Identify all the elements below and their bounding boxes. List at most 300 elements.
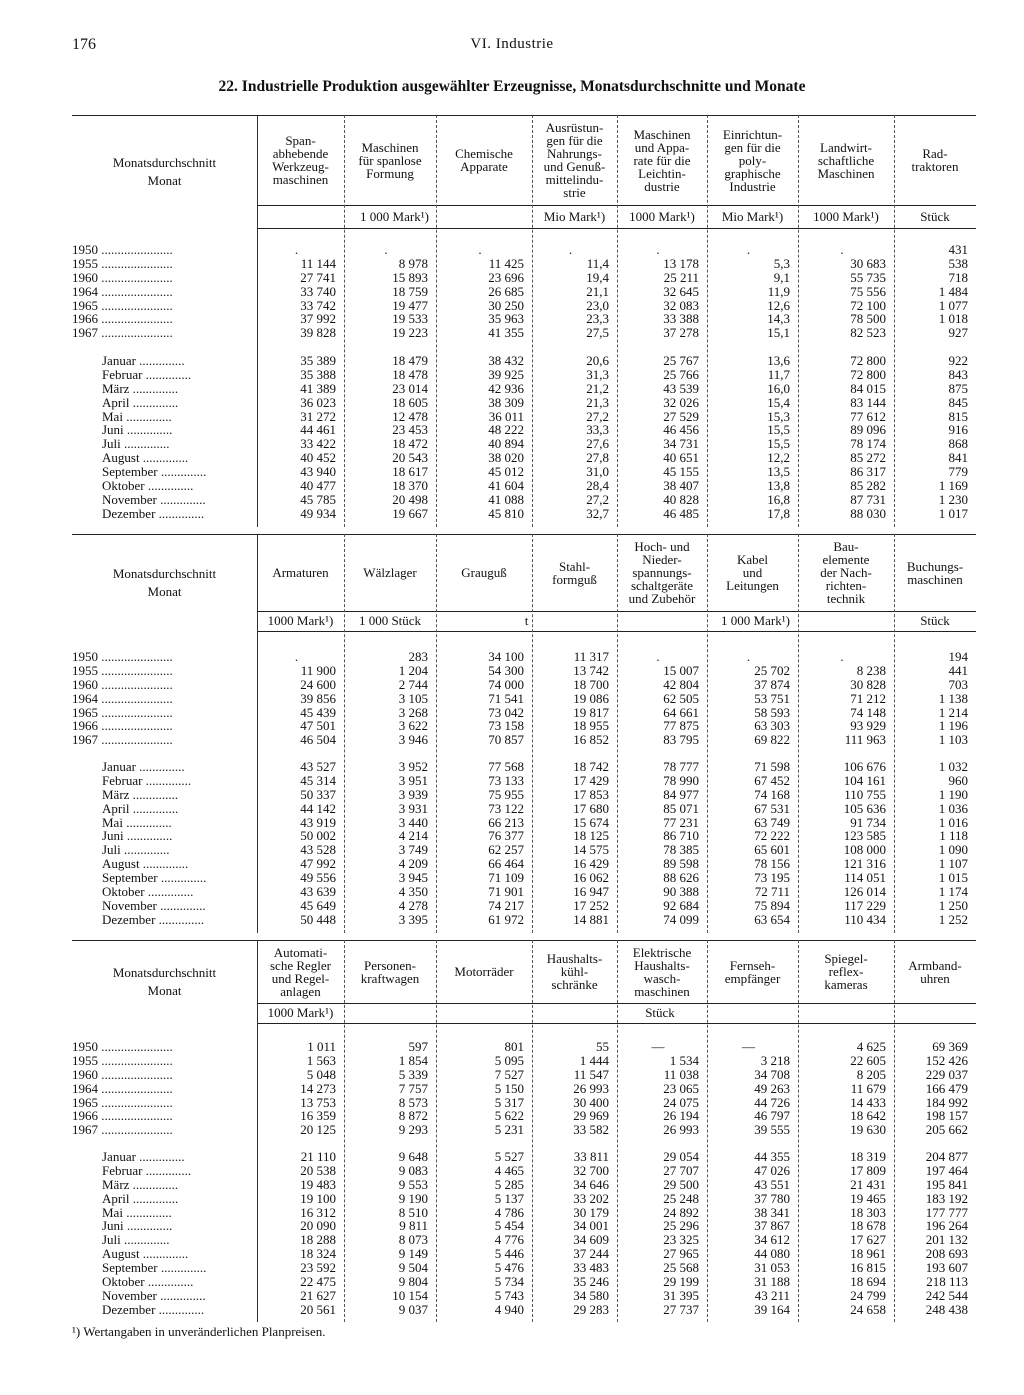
year-label: 1967 ...................... xyxy=(72,326,173,341)
table-cell: 63 303 xyxy=(754,718,790,734)
table-cell: 19 533 xyxy=(392,311,428,327)
table-cell: 42 936 xyxy=(488,380,524,396)
table-cell: 43 539 xyxy=(663,380,699,396)
table-cell: 22 475 xyxy=(300,1274,336,1290)
year-label: 1966 ...................... xyxy=(72,1109,173,1124)
table-cell: 18 617 xyxy=(392,464,428,480)
table-cell: 7 527 xyxy=(494,1066,524,1082)
column-header xyxy=(532,117,617,203)
table-cell: 4 465 xyxy=(494,1162,524,1178)
table-cell: 1 138 xyxy=(938,690,968,706)
table-cell: 5 231 xyxy=(494,1122,524,1138)
table-cell: 44 461 xyxy=(300,422,336,438)
column-header xyxy=(257,536,344,609)
table-cell: 73 133 xyxy=(488,772,524,788)
table-cell: 3 622 xyxy=(398,718,428,734)
month-label: Juni .............. xyxy=(102,829,173,844)
table-cell: 14,3 xyxy=(767,311,790,327)
month-label: September .............. xyxy=(102,1261,207,1276)
column-header-line: richten- xyxy=(825,578,867,593)
value-column xyxy=(617,650,699,747)
month-label: Mai .............. xyxy=(102,1205,172,1220)
column-header-line: gen für die xyxy=(724,139,781,155)
table-cell: 23 453 xyxy=(392,422,428,438)
table-cell: 21 110 xyxy=(300,1149,336,1164)
value-column xyxy=(894,354,968,521)
table-cell: 86 710 xyxy=(663,828,699,844)
month-label: Januar .............. xyxy=(102,354,185,368)
table-cell: 242 544 xyxy=(925,1287,968,1303)
table-cell: 34 609 xyxy=(573,1232,609,1248)
table-cell: 1 190 xyxy=(938,786,968,802)
table-cell: 15,5 xyxy=(767,422,790,438)
table-cell: 15 893 xyxy=(392,269,428,285)
value-column xyxy=(344,1150,428,1317)
table-cell: 8 510 xyxy=(398,1204,428,1220)
table-cell: 38 407 xyxy=(663,478,699,494)
table-cell: 5 734 xyxy=(494,1274,524,1290)
table-cell: 37 780 xyxy=(754,1190,790,1206)
table-cell: 28,4 xyxy=(586,478,609,494)
row-header-line: Monatsdurchschnitt xyxy=(112,565,217,581)
column-header-line: Kabel xyxy=(736,552,769,567)
page-number: 176 xyxy=(72,36,96,53)
table-cell: 77 612 xyxy=(850,408,886,424)
year-label: 1966 ...................... xyxy=(72,312,173,327)
table-cell: 114 051 xyxy=(844,870,886,886)
table-cell: . xyxy=(840,649,844,664)
value-column xyxy=(436,760,524,927)
table-cell: 73 122 xyxy=(488,800,524,816)
column-header-line: Hoch- und xyxy=(634,539,690,554)
table-cell: 801 xyxy=(504,1039,524,1054)
table-cell: 29 199 xyxy=(663,1274,699,1290)
table-cell: 11,4 xyxy=(586,255,609,271)
table-cell: 67 452 xyxy=(754,772,790,788)
table-cell: 106 676 xyxy=(843,759,886,774)
year-label: 1960 ...................... xyxy=(72,677,173,692)
month-label: Dezember .............. xyxy=(102,1302,205,1317)
column-header xyxy=(707,536,798,609)
table-cell: 85 272 xyxy=(850,450,886,466)
column-header-line: Werkzeug- xyxy=(272,159,329,174)
table-cell: 5 285 xyxy=(494,1176,524,1192)
table-cell: 31 188 xyxy=(754,1274,790,1290)
table-cell: 31 272 xyxy=(300,408,336,424)
table-cell: 26 194 xyxy=(663,1108,699,1124)
table-cell: 26 993 xyxy=(663,1122,699,1138)
table-cell: 29 054 xyxy=(663,1149,699,1164)
column-header-line: elemente xyxy=(822,552,870,567)
table-cell: 33 422 xyxy=(300,436,336,452)
table-cell: 47 026 xyxy=(754,1162,790,1178)
table-cell: 218 113 xyxy=(926,1274,968,1290)
table-cell: 16,8 xyxy=(767,491,790,507)
table-cell: . xyxy=(294,649,299,664)
value-column xyxy=(617,1040,699,1137)
table-cell: 88 030 xyxy=(850,505,886,521)
table-cell: 18 700 xyxy=(573,676,609,692)
table-cell: 72 800 xyxy=(850,353,886,368)
unit-label: Stück xyxy=(920,208,950,224)
column-header-line: Automati- xyxy=(273,944,328,960)
table-cell: 72 711 xyxy=(754,884,790,900)
year-label: 1950 ...................... xyxy=(72,1040,173,1054)
table-cell: 33 202 xyxy=(573,1190,609,1206)
column-header-line: für spanlose xyxy=(358,152,422,168)
table-cell: 15 674 xyxy=(573,814,609,830)
table-cell: 69 369 xyxy=(932,1039,968,1054)
table-cell: 24 799 xyxy=(850,1287,886,1303)
table-cell: 71 109 xyxy=(488,870,524,886)
table-cell: 24 600 xyxy=(300,676,336,692)
table-cell: 84 015 xyxy=(850,380,886,396)
table-cell: 34 612 xyxy=(754,1232,790,1248)
value-column xyxy=(436,1150,524,1317)
table-cell: 18 759 xyxy=(392,283,428,299)
table-cell: 196 264 xyxy=(925,1218,968,1234)
table-cell: 72 100 xyxy=(850,297,886,313)
table-cell: 5 048 xyxy=(306,1066,336,1082)
table-cell: 39 856 xyxy=(300,690,336,706)
table-cell: 841 xyxy=(948,450,968,466)
column-header-line: wasch- xyxy=(643,970,681,986)
value-column xyxy=(532,1150,609,1317)
table-cell: 61 972 xyxy=(488,911,524,927)
column-header-line: Stahl- xyxy=(558,558,591,574)
table-cell: 14 433 xyxy=(850,1094,886,1110)
table-cell: 40 477 xyxy=(300,478,336,494)
month-label: August .............. xyxy=(102,1247,189,1262)
table-cell: 3 946 xyxy=(398,732,428,748)
table-cell: 1 103 xyxy=(938,732,968,748)
table-cell: 32 645 xyxy=(663,283,699,299)
table-cell: 16 947 xyxy=(573,884,609,900)
table-cell: 30 828 xyxy=(850,676,886,692)
table-cell: 16 815 xyxy=(850,1260,886,1276)
table-cell: 17 429 xyxy=(573,772,609,788)
table-cell: 5 743 xyxy=(494,1287,524,1303)
table-cell: 27,2 xyxy=(586,408,609,424)
column-header-line: Span- xyxy=(285,133,316,148)
table-cell: 283 xyxy=(408,649,428,664)
table-cell: 198 157 xyxy=(925,1108,968,1124)
column-header-line: Maschinen xyxy=(361,139,419,155)
value-column xyxy=(257,650,336,747)
column-header-line: Armband- xyxy=(908,957,962,973)
table-cell: 92 684 xyxy=(663,897,699,913)
value-column xyxy=(257,1040,336,1137)
table-cell: 71 598 xyxy=(754,759,790,774)
table-cell: 74 217 xyxy=(488,897,524,913)
month-label: Februar .............. xyxy=(102,773,192,788)
table-cell: 5 527 xyxy=(494,1149,524,1164)
column-header-line: maschinen xyxy=(634,983,690,999)
table-cell: 30 179 xyxy=(573,1204,609,1220)
month-labels xyxy=(72,760,240,927)
table-cell: 1 036 xyxy=(938,800,968,816)
table-cell: 18 955 xyxy=(573,718,609,734)
table-cell: 1 196 xyxy=(938,718,968,734)
column-header xyxy=(894,536,976,609)
table-cell: 74 148 xyxy=(850,704,886,720)
column-header-line: gen für die xyxy=(546,133,603,148)
table-cell: 55 735 xyxy=(850,269,886,285)
table-cell: 15 007 xyxy=(663,662,699,678)
table-cell: 63 654 xyxy=(754,911,790,927)
month-label: September .............. xyxy=(102,465,207,480)
column-header-line: und Appa- xyxy=(634,139,690,155)
table-cell: 845 xyxy=(948,394,968,410)
table-cell: 184 992 xyxy=(925,1094,968,1110)
unit-label: Stück xyxy=(920,613,950,628)
column-header-line: und Regel- xyxy=(271,970,330,986)
table-cell: 18 370 xyxy=(392,478,428,494)
table-cell: 53 751 xyxy=(754,690,790,706)
table-cell: 14 273 xyxy=(300,1080,336,1096)
column-header xyxy=(617,117,707,203)
table-cell: 27,5 xyxy=(586,325,609,341)
table-cell: 5 622 xyxy=(494,1108,524,1124)
table-cell: 43 527 xyxy=(300,759,336,774)
table-cell: 46 456 xyxy=(663,422,699,438)
table-cell: 9 504 xyxy=(398,1260,428,1276)
table-cell: 431 xyxy=(948,242,968,257)
table-cell: 37 874 xyxy=(754,676,790,692)
month-label: März .............. xyxy=(102,1177,179,1192)
table-cell: 29 969 xyxy=(573,1108,609,1124)
table-cell: 43 551 xyxy=(754,1176,790,1192)
table-cell: 7 757 xyxy=(398,1080,428,1096)
month-label: Dezember .............. xyxy=(102,912,205,927)
table-cell: 1 015 xyxy=(938,870,968,886)
unit-label: t xyxy=(524,613,529,628)
table-cell: 21 431 xyxy=(850,1176,886,1192)
month-label: März .............. xyxy=(102,381,179,396)
table-cell: 1 118 xyxy=(939,828,968,844)
table-cell: 78 990 xyxy=(663,772,699,788)
year-label: 1960 ...................... xyxy=(72,1067,173,1082)
table-cell: 35 246 xyxy=(573,1274,609,1290)
table-cell: 21,1 xyxy=(586,283,609,299)
table-cell: 50 002 xyxy=(300,828,336,844)
table-cell: 24 658 xyxy=(850,1301,886,1317)
table-cell: 1 016 xyxy=(938,814,968,830)
table-cell: 44 726 xyxy=(754,1094,790,1110)
table-cell: 12,2 xyxy=(767,450,790,466)
value-column xyxy=(532,760,609,927)
month-label: Oktober .............. xyxy=(102,885,194,899)
table-cell: 24 075 xyxy=(663,1094,699,1110)
value-column xyxy=(707,760,790,927)
table-cell: 75 556 xyxy=(850,283,886,299)
unit-label: 1000 Mark¹) xyxy=(629,208,695,224)
table-cell: 29 500 xyxy=(663,1176,699,1192)
table-cell: 34 100 xyxy=(488,649,524,664)
table-cell: 16 429 xyxy=(573,856,609,872)
table-cell: 32 700 xyxy=(573,1162,609,1178)
table-cell: 3 105 xyxy=(398,690,428,706)
column-header-line: mittelindu- xyxy=(545,172,604,187)
column-header-line: Chemische xyxy=(455,146,513,161)
table-cell: 36 023 xyxy=(300,394,336,410)
table-cell: 75 894 xyxy=(754,897,790,913)
column-header xyxy=(798,536,894,609)
table-cell: 41 604 xyxy=(488,478,524,494)
value-column xyxy=(707,1150,790,1317)
table-cell: 30 400 xyxy=(573,1094,609,1110)
table-cell: 74 000 xyxy=(488,676,524,692)
table-cell: 44 355 xyxy=(754,1149,790,1164)
value-column xyxy=(798,650,886,747)
table-cell: 25 248 xyxy=(663,1190,699,1206)
table-cell: 45 012 xyxy=(488,464,524,480)
table-cell: 23 014 xyxy=(392,380,428,396)
year-label: 1950 ...................... xyxy=(72,650,173,664)
table-cell: 193 607 xyxy=(925,1260,968,1276)
table-cell: 45 155 xyxy=(663,464,699,480)
table-cell: 71 901 xyxy=(488,884,524,900)
value-column xyxy=(617,760,699,927)
table-cell: 38 432 xyxy=(488,353,524,368)
table-cell: 31,3 xyxy=(586,366,609,382)
year-labels xyxy=(72,1040,242,1137)
table-cell: 48 222 xyxy=(488,422,524,438)
table-cell: 89 598 xyxy=(663,856,699,872)
value-column xyxy=(344,1040,428,1137)
column-header-line: Landwirt- xyxy=(820,139,872,155)
table-cell: 90 388 xyxy=(663,884,699,900)
column-header-line: Leichtin- xyxy=(638,165,686,181)
column-header-line: maschinen xyxy=(272,172,329,187)
year-label: 1955 ...................... xyxy=(72,663,173,678)
table-cell: 87 731 xyxy=(850,491,886,507)
table-cell: 177 777 xyxy=(925,1204,968,1220)
table-cell: 18 642 xyxy=(850,1108,886,1124)
value-column xyxy=(436,354,524,521)
table-cell: 40 894 xyxy=(488,436,524,452)
column-header-line: traktoren xyxy=(911,159,959,174)
table-cell: 66 464 xyxy=(488,856,524,872)
table-cell: 27 529 xyxy=(663,408,699,424)
value-column xyxy=(257,1150,336,1317)
table-cell: 117 229 xyxy=(844,897,886,913)
table-cell: 8 073 xyxy=(398,1232,428,1248)
table-cell: 13,6 xyxy=(767,353,790,368)
table-cell: 83 795 xyxy=(663,732,699,748)
table-cell: 17,8 xyxy=(767,505,790,521)
table-cell: 18 125 xyxy=(573,828,609,844)
table-cell: 75 955 xyxy=(488,786,524,802)
table-cell: 31 395 xyxy=(663,1287,699,1303)
table-cell: 30 250 xyxy=(488,297,524,313)
table-cell: 17 809 xyxy=(850,1162,886,1178)
table-cell: 37 278 xyxy=(663,325,699,341)
table-cell: 13 742 xyxy=(573,662,609,678)
table-cell: 37 244 xyxy=(573,1246,609,1262)
table-cell: 85 282 xyxy=(850,478,886,494)
table-cell: 23 325 xyxy=(663,1232,699,1248)
year-labels xyxy=(72,650,242,747)
table-cell: 50 337 xyxy=(300,786,336,802)
table-cell: 110 755 xyxy=(844,786,886,802)
table-cell: 1 032 xyxy=(938,759,968,774)
table-cell: . xyxy=(656,242,660,257)
table-cell: 8 872 xyxy=(398,1108,428,1124)
table-cell: 4 214 xyxy=(398,828,428,844)
month-label: März .............. xyxy=(102,787,179,802)
table-block-2 xyxy=(72,534,976,933)
table-cell: 78 500 xyxy=(850,311,886,327)
table-cell: 3 395 xyxy=(398,911,428,927)
section-header: VI. Industrie xyxy=(470,36,554,52)
table-cell: 54 300 xyxy=(488,662,524,678)
table-cell: 35 389 xyxy=(300,353,336,368)
month-label: April .............. xyxy=(102,1191,179,1206)
row-header xyxy=(72,115,257,228)
row-header xyxy=(72,940,257,1023)
table-cell: 108 000 xyxy=(843,842,886,858)
table-cell: 5 095 xyxy=(494,1052,524,1068)
column-header-line: graphische xyxy=(724,165,781,181)
table-cell: 843 xyxy=(948,366,968,382)
column-header-line: uhren xyxy=(920,970,950,986)
value-column xyxy=(894,650,968,747)
value-column xyxy=(894,243,968,340)
footnote: ¹) Wertangaben in unveränderlichen Planpreisen. xyxy=(72,1324,326,1339)
column-header-line: und xyxy=(742,565,763,580)
table-cell: 4 776 xyxy=(494,1232,524,1248)
table-cell: 152 426 xyxy=(925,1052,968,1068)
table-cell: 19 483 xyxy=(300,1176,336,1192)
table-cell: 76 377 xyxy=(488,828,524,844)
table-cell: 37 867 xyxy=(754,1218,790,1234)
column-header-line: Einrichtun- xyxy=(722,126,783,142)
column-header xyxy=(436,942,532,1001)
table-cell: 40 828 xyxy=(663,491,699,507)
table-cell: 25 766 xyxy=(663,366,699,382)
table-cell: 20 538 xyxy=(300,1162,336,1178)
table-cell: . xyxy=(384,242,388,257)
table-cell: 25 296 xyxy=(663,1218,699,1234)
table-cell: 19 667 xyxy=(392,505,428,521)
column-header-line: strie xyxy=(563,185,586,200)
table-cell: 77 568 xyxy=(488,759,524,774)
value-column xyxy=(707,354,790,521)
table-cell: 1 169 xyxy=(938,478,968,494)
table-cell: 5 454 xyxy=(494,1218,524,1234)
table-cell: 21 627 xyxy=(300,1287,336,1303)
table-cell: 66 213 xyxy=(488,814,524,830)
table-cell: . xyxy=(656,649,660,664)
table-cell: 33 483 xyxy=(573,1260,609,1276)
table-cell: 11 317 xyxy=(573,649,609,664)
table-cell: 11 144 xyxy=(300,255,336,271)
table-cell: 105 636 xyxy=(843,800,886,816)
column-header xyxy=(436,117,532,203)
month-label: Februar .............. xyxy=(102,367,192,382)
column-header-line: kraftwagen xyxy=(360,970,420,986)
table-cell: 73 042 xyxy=(488,704,524,720)
table-cell: 248 438 xyxy=(925,1301,968,1317)
table-cell: 21,2 xyxy=(586,380,609,396)
table-cell: 922 xyxy=(948,353,968,368)
month-label: Juni .............. xyxy=(102,423,173,438)
table-cell: 121 316 xyxy=(843,856,886,872)
table-cell: 5 476 xyxy=(494,1260,524,1276)
month-label: Mai .............. xyxy=(102,409,172,424)
table-cell: 58 593 xyxy=(754,704,790,720)
